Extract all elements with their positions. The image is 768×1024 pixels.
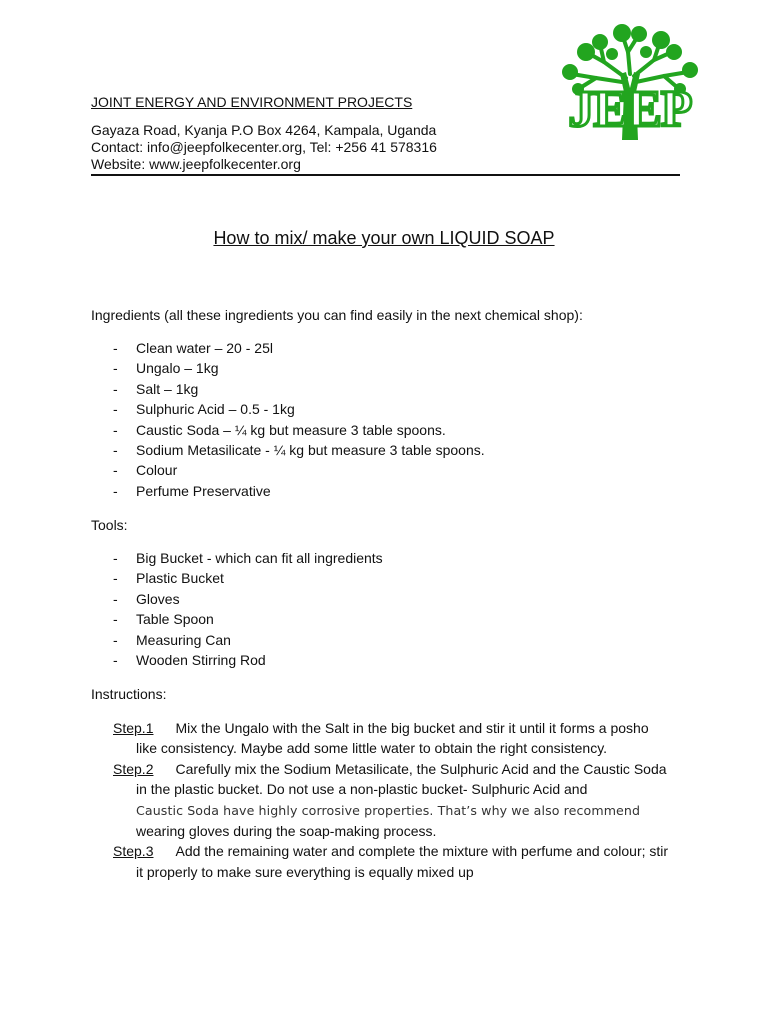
jeep-tree-logo [542,22,718,142]
list-item: - Measuring Can [113,630,383,650]
list-item: - Wooden Stirring Rod [113,650,383,670]
step-text: wearing gloves during the soap-making process. [136,823,437,840]
website-line: Website: www.jeepfolkecenter.org [91,156,301,172]
step-label: Step.3 [113,843,154,860]
step-text: Add the remaining water and complete the mixture with perfume and colour; stir it properly to make sure everything is equally mixed up [136,843,669,880]
step-1 [113,718,673,759]
list-item: - Salt – 1kg [113,379,485,399]
list-item: - Sodium Metasilicate - ¼ kg but measure 3 table spoons. [113,440,485,460]
instructions-heading: Instructions: [91,686,167,702]
list-item: - Caustic Soda – ¼ kg but measure 3 table spoons. [113,420,485,440]
step-text: Caustic Soda have highly corrosive properties. That’s why we also recommend [136,802,641,818]
step-2 [113,759,673,842]
list-item: - Clean water – 20 - 25l [113,338,485,358]
step-text: Mix the Ungalo with the Salt in the big bucket and stir it until it forms a posho like consistency. Maybe add some little water to obtain the right consistency. [136,720,649,757]
list-item: - Gloves [113,589,383,609]
tools-list [113,548,383,670]
contact-line: Contact: info@jeepfolkecenter.org, Tel: +256 41 578316 [91,139,437,155]
ingredients-intro: Ingredients (all these ingredients you can find easily in the next chemical shop): [91,307,583,323]
list-item: - Table Spoon [113,609,383,629]
document-title: How to mix/ make your own LIQUID SOAP [213,228,555,248]
logo-wordmark: JEEP [568,81,692,138]
step-label: Step.2 [113,760,154,777]
header-divider [91,174,680,176]
step-label: Step.1 [113,720,154,736]
list-item: - Big Bucket - which can fit all ingredients [113,548,383,568]
address-line: Gayaza Road, Kyanja P.O Box 4264, Kampala, Uganda [91,122,437,138]
list-item: - Perfume Preservative [113,481,485,501]
step-3 [113,841,673,882]
ingredients-list [113,338,485,501]
step-text: Carefully mix the Sodium Metasilicate, the Sulphuric Acid and the Caustic Soda in the plastic bucket. Do not use a non-plastic bucket- Sulphuric Acid and [136,760,667,798]
tools-heading: Tools: [91,517,128,533]
list-item: - Colour [113,460,485,480]
organization-name: JOINT ENERGY AND ENVIRONMENT PROJECTS [91,94,413,110]
list-item: - Sulphuric Acid – 0.5 - 1kg [113,399,485,419]
instruction-steps [113,718,673,882]
list-item: - Ungalo – 1kg [113,358,485,378]
list-item: - Plastic Bucket [113,568,383,588]
